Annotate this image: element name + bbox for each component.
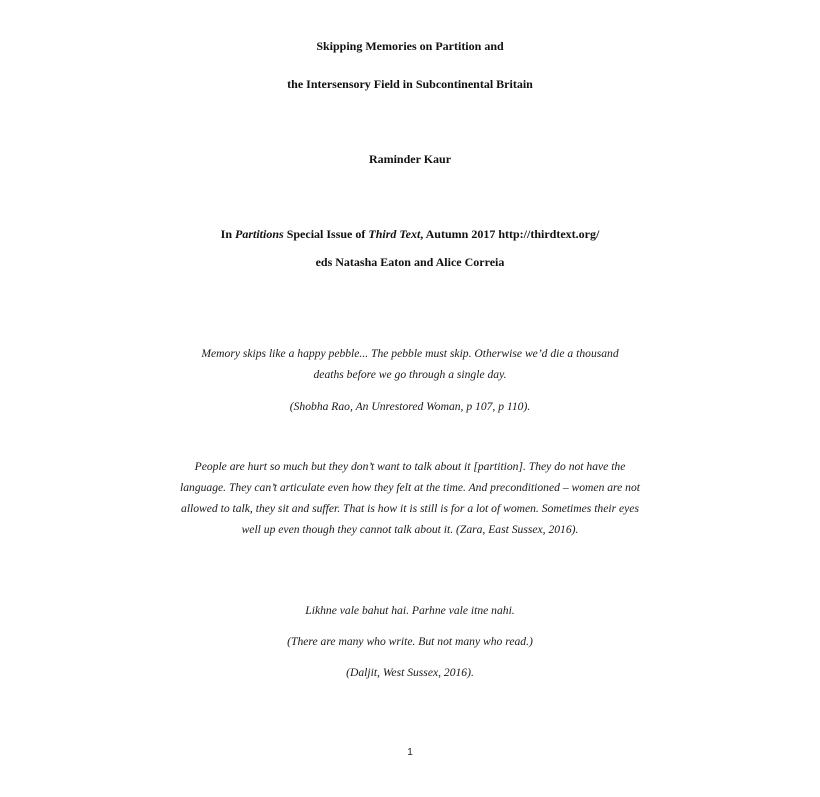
editors-line: eds Natasha Eaton and Alice Correia <box>315 255 505 269</box>
epigraph-3-original: Likhne vale bahut hai. Parhne vale itne nahi. <box>305 604 515 617</box>
epigraph-3-translation: (There are many who write. But not many who read.) <box>287 635 533 648</box>
publication-middle: Special Issue of <box>283 227 369 241</box>
epigraph-2-text: People are hurt so much but they don’t want to talk about it [partition]. They do not have the language. They can’t articulate even how they felt at the time. And preconditioned – women are not allowed to talk, they sit and suffer. That is how it is still is for a lot of women. Sometimes their eyes well up even though they cannot talk about it. (Zara, East Sussex, 2016). <box>180 460 641 536</box>
issue-title: Partitions <box>235 227 284 241</box>
publication-prefix: In <box>220 227 236 241</box>
author-name: Raminder Kaur <box>368 152 452 166</box>
publication-line <box>0 227 820 242</box>
title-line-1: Skipping Memories on Partition and <box>316 39 504 53</box>
publication-suffix: , Autumn 2017 http://thirdtext.org/ <box>420 227 600 241</box>
epigraph-1-citation: (Shobha Rao, An Unrestored Woman, p 107, p 110). <box>289 400 531 413</box>
journal-title: Third Text <box>368 227 421 241</box>
page-number: 1 <box>407 747 413 758</box>
epigraph-3-citation: (Daljit, West Sussex, 2016). <box>346 666 474 679</box>
epigraph-1-text: Memory skips like a happy pebble... The pebble must skip. Otherwise we’d die a thousand deaths before we go through a single day. <box>201 347 619 381</box>
title-line-2: the Intersensory Field in Subcontinental Britain <box>287 77 533 91</box>
